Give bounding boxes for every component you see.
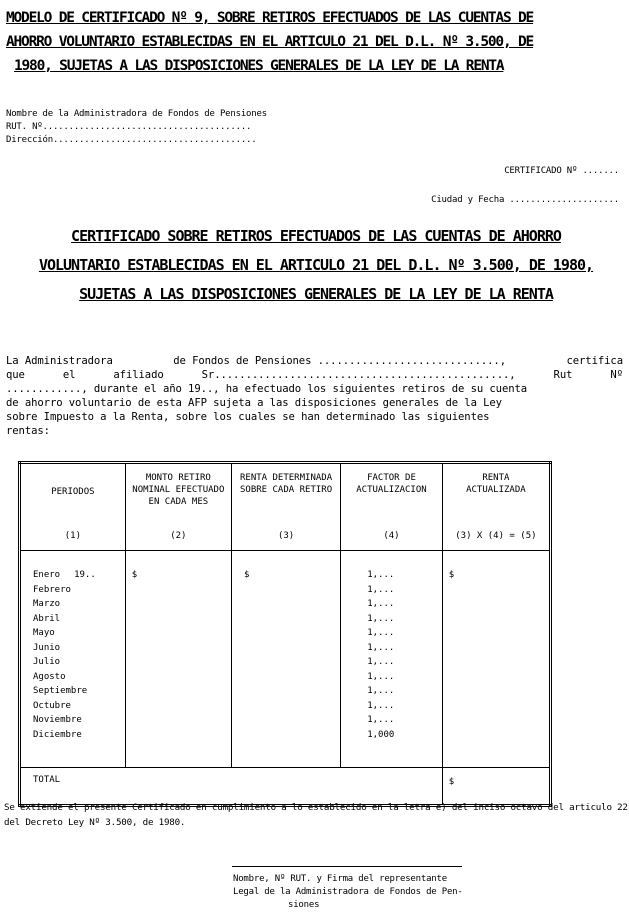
month-row	[33, 584, 125, 599]
header-label: PERIODOS	[51, 487, 95, 497]
para-word: certifica	[566, 355, 623, 367]
month-row	[33, 656, 125, 671]
ciudad-fecha: Ciudad y Fecha .....................	[431, 195, 619, 205]
factor-value: 1,000	[367, 729, 395, 740]
header-cell-renta	[231, 463, 340, 551]
factor-value: 1,...	[367, 584, 395, 595]
header-num: (3)	[277, 531, 295, 541]
para-line: sobre Impuesto a la Renta, sobre los cuales se han determinado las siguientes	[6, 411, 490, 423]
administradora-field: Nombre de la Administradora de Fondos de Pensiones	[6, 109, 267, 119]
legal-footnote	[4, 800, 628, 830]
header-fields	[6, 108, 267, 147]
month-label: Junio	[33, 642, 61, 653]
month-row	[33, 642, 125, 657]
para-word: el	[62, 369, 76, 381]
header-num: (2)	[170, 531, 187, 541]
factor-value: 1,...	[367, 657, 395, 667]
factor-cell	[341, 551, 443, 768]
month-label: Mayo	[33, 628, 55, 638]
direccion-field: Dirección.......................................	[6, 135, 257, 145]
factor-value: 1,...	[367, 700, 395, 711]
header-cell-factor	[341, 463, 443, 551]
header-label: MONTO RETIRO NOMINAL EFECTUADO EN CADA MES	[132, 473, 225, 507]
factor-value: 1,...	[367, 715, 395, 725]
para-word: Sr...............................................,	[201, 369, 516, 381]
rut-field: RUT. Nº........................................	[6, 122, 252, 132]
header-cell-renta-actualizada	[442, 463, 550, 551]
retiros-table	[18, 461, 552, 807]
factor-value: 1,...	[367, 671, 395, 682]
month-label: Agosto	[33, 671, 66, 682]
para-word: Rut	[553, 369, 573, 381]
month-label: Noviembre	[33, 715, 82, 725]
month-row	[33, 714, 125, 729]
para-line: de ahorro voluntario de esta AFP sujeta a las disposiciones generales de la Ley	[6, 397, 502, 409]
signature-text: siones	[288, 900, 320, 910]
para-line: ............, durante el año 19.., ha efectuado los siguientes retiros de su cuenta	[6, 383, 528, 395]
months-list	[33, 569, 125, 743]
signature-block	[233, 873, 463, 912]
currency-sign: $	[243, 570, 250, 580]
currency-sign: $	[131, 570, 138, 580]
month-label: Abril	[33, 613, 61, 624]
title-line: MODELO DE CERTIFICADO Nº 9, SOBRE RETIROS EFECTUADOS DE LAS CUENTAS DE	[6, 10, 534, 26]
para-line: rentas:	[6, 425, 50, 437]
subtitle-line: CERTIFICADO SOBRE RETIROS EFECTUADOS DE LAS CUENTAS DE AHORRO	[71, 227, 561, 245]
signature-text: Legal de la Administradora de Fondos de Pen-	[233, 887, 463, 897]
para-word: que	[6, 369, 25, 381]
month-label: Septiembre	[33, 686, 88, 696]
certificado-number: CERTIFICADO Nº .......	[504, 166, 619, 176]
month-row	[33, 729, 125, 744]
para-word: La Administradora	[6, 355, 113, 367]
certificate-subtitle	[10, 222, 622, 309]
month-row	[33, 685, 125, 700]
factor-value: 1,...	[367, 613, 395, 624]
month-row	[33, 700, 125, 715]
document-title	[6, 6, 624, 78]
month-row	[33, 671, 125, 686]
factor-value: 1,...	[367, 642, 395, 653]
factor-value: 1,...	[367, 686, 395, 696]
month-row	[33, 569, 125, 584]
header-label: RENTA ACTUALIZADA	[466, 473, 526, 495]
factor-value: 1,...	[367, 599, 395, 609]
currency-sign: $	[448, 570, 455, 580]
header-num: (4)	[383, 531, 400, 541]
header-num: (1)	[64, 531, 81, 541]
month-label: Octubre	[33, 700, 71, 711]
subtitle-line: VOLUNTARIO ESTABLECIDAS EN EL ARTICULO 21 DEL D.L. Nº 3.500, DE 1980,	[38, 256, 594, 274]
month-label: Febrero	[33, 584, 71, 595]
renta-cell	[231, 551, 340, 768]
para-word: Nº	[610, 369, 623, 381]
signature-line	[232, 866, 462, 867]
title-line: AHORRO VOLUNTARIO ESTABLECIDAS EN EL ARTICULO 21 DEL D.L. Nº 3.500, DE	[6, 34, 534, 50]
table-body-row	[20, 551, 551, 768]
month-label: Enero	[33, 570, 61, 580]
factor-value: 1,...	[367, 628, 395, 638]
month-label: Diciembre	[33, 729, 82, 740]
certification-paragraph	[6, 354, 623, 438]
signature-text: Nombre, Nº RUT. y Firma del representante	[233, 874, 447, 884]
months-cell	[20, 551, 126, 768]
month-row	[33, 613, 125, 628]
para-word: afiliado	[113, 369, 164, 381]
header-label: FACTOR DE ACTUALIZACION	[356, 473, 427, 495]
header-num: (3) X (4) = (5)	[455, 531, 537, 541]
footnote-line: Se extiende el presente Certificado en cumplimiento a lo establecido en la letra e) del inciso octavo del articulo 22	[4, 802, 628, 813]
factor-value: 1,...	[367, 570, 395, 580]
currency-sign: $	[448, 777, 455, 787]
factors-list	[367, 569, 442, 743]
month-row	[33, 627, 125, 642]
monto-cell	[125, 551, 231, 768]
month-label: Marzo	[33, 599, 61, 609]
actualizada-cell	[442, 551, 550, 768]
year-label: 19..	[74, 570, 96, 580]
month-row	[33, 598, 125, 613]
header-label: RENTA DETERMINADA SOBRE CADA RETIRO	[240, 473, 333, 495]
title-line: 1980, SUJETAS A LAS DISPOSICIONES GENERALES DE LA LEY DE LA RENTA	[14, 58, 504, 74]
header-cell-periodos	[20, 463, 126, 551]
header-cell-monto	[125, 463, 231, 551]
footnote-line: del Decreto Ley Nº 3.500, de 1980.	[4, 817, 186, 828]
subtitle-line: SUJETAS A LAS DISPOSICIONES GENERALES DE LA LEY DE LA RENTA	[79, 285, 553, 303]
month-label: Julio	[33, 657, 61, 667]
total-label: TOTAL	[33, 775, 61, 785]
para-word: de Fondos de Pensiones .............................,	[173, 355, 506, 367]
table-header-row	[20, 463, 551, 551]
